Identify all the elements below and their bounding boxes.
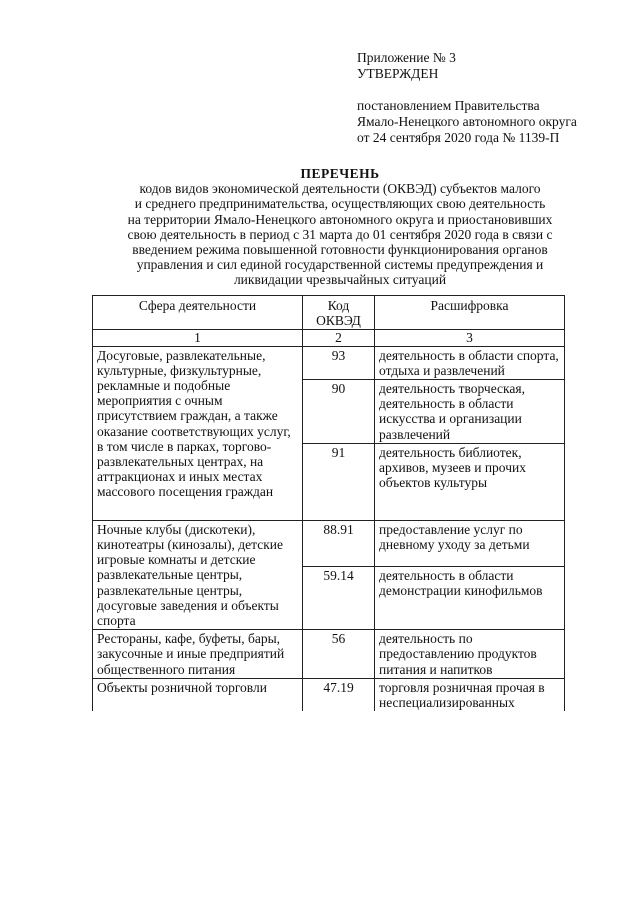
code-description: деятельность в области спорта, отдыха и развлечений	[375, 346, 565, 379]
title-line: и среднего предпринимательства, осуществляющих свою деятельность	[134, 196, 546, 212]
sphere-cell: Рестораны, кафе, буфеты, бары, закусочные и иные предприятий общественного питания	[93, 630, 303, 679]
code-description: торговля розничная прочая в неспециализированных	[375, 678, 565, 711]
title-line: свою деятельность в период с 31 марта до 01 сентября 2020 года в связи с	[127, 226, 553, 242]
table-row	[93, 630, 565, 679]
header-code-line: Код	[327, 298, 350, 313]
decree-line: Ямало-Ненецкого автономного округа	[357, 114, 577, 129]
header-code	[303, 296, 375, 330]
okved-code: 93	[303, 346, 375, 379]
decree-line: от 24 сентября 2020 года № 1139-П	[357, 130, 560, 145]
appendix-number: Приложение № 3	[357, 50, 456, 65]
code-description: деятельность по предоставлению продуктов питания и напитков	[375, 630, 565, 679]
header-decoding: Расшифровка	[375, 296, 565, 330]
table-row	[93, 346, 565, 379]
okved-code: 88.91	[303, 520, 375, 566]
okved-code: 91	[303, 443, 375, 520]
okved-code: 47.19	[303, 678, 375, 711]
column-number-row	[93, 330, 565, 346]
code-description: деятельность в области демонстрации кинофильмов	[375, 567, 565, 630]
document-title	[90, 166, 590, 288]
header-sphere: Сфера деятельности	[93, 296, 303, 330]
title-line: управления и сил единой государственной системы предупреждения и	[136, 257, 544, 273]
code-description: деятельность библиотек, архивов, музеев и прочих объектов культуры	[375, 443, 565, 520]
okved-code: 90	[303, 380, 375, 444]
title-line: на территории Ямало-Ненецкого автономного округа и приостановивших	[127, 211, 553, 227]
title-heading: ПЕРЕЧЕНЬ	[300, 166, 380, 181]
table-row	[93, 520, 565, 566]
okved-code: 56	[303, 630, 375, 679]
approved-stamp: УТВЕРЖДЕН	[357, 66, 439, 81]
sphere-cell: Досуговые, развлекательные, культурные, физкультурные, рекламные и подобные мероприятия с очным присутствием граждан, а также оказание соответствующих услуг, в том числе в парках, торгово-развлекательных центрах, на аттракционах и иных местах массового посещения граждан	[93, 346, 303, 520]
column-number: 1	[93, 330, 303, 346]
code-description: предоставление услуг по дневному уходу за детьми	[375, 520, 565, 566]
column-number: 3	[375, 330, 565, 346]
decree-line: постановлением Правительства	[357, 98, 540, 113]
sphere-cell: Объекты розничной торговли	[93, 678, 303, 711]
sphere-cell: Ночные клубы (дискотеки), кинотеатры (кинозалы), детские игровые комнаты и детские развлекательные центры, развлекательные центры, досуговые заведения и объекты спорта	[93, 520, 303, 629]
table-row	[93, 678, 565, 711]
title-line: введением режима повышенной готовности функционирования органов	[132, 242, 548, 258]
table-header-row	[93, 296, 565, 330]
approval-block	[357, 50, 577, 146]
title-line: кодов видов экономической деятельности (ОКВЭД) субъектов малого	[139, 181, 541, 197]
code-description: деятельность творческая, деятельность в области искусства и организации развлечений	[375, 380, 565, 444]
column-number: 2	[303, 330, 375, 346]
okved-table	[92, 295, 565, 711]
title-line: ликвидации чрезвычайных ситуаций	[233, 272, 447, 288]
okved-code: 59.14	[303, 567, 375, 630]
header-code-line: ОКВЭД	[316, 313, 361, 329]
